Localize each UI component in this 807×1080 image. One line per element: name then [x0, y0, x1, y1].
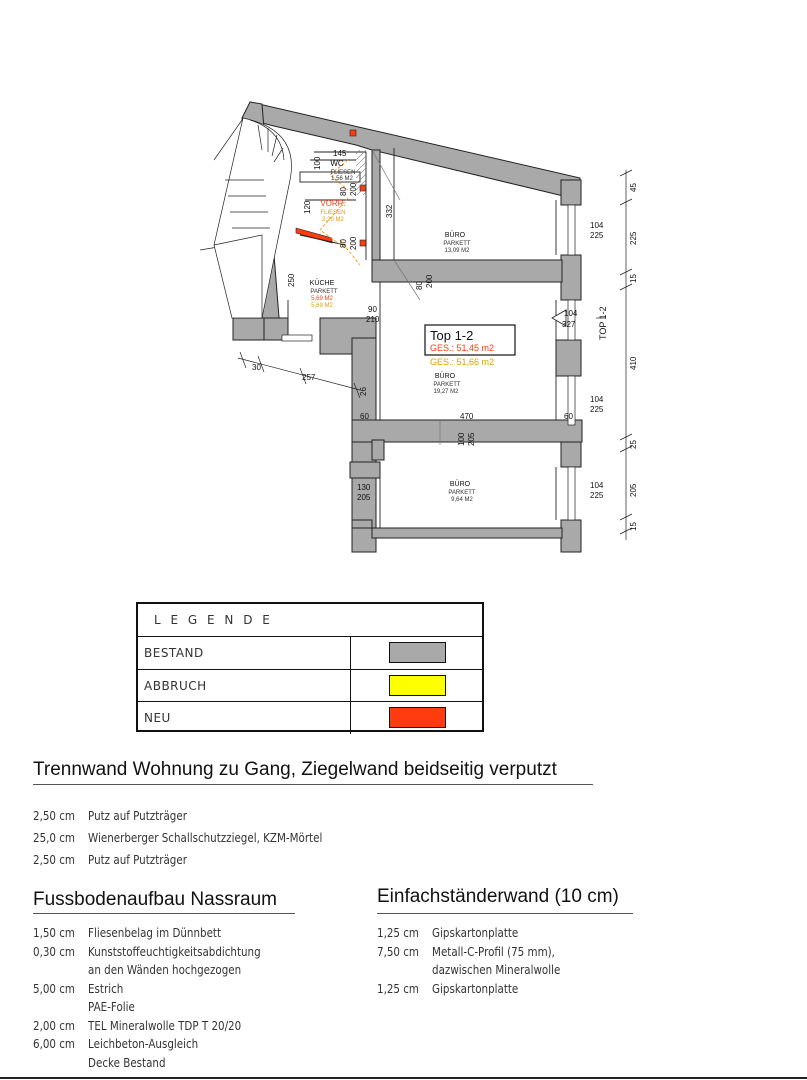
fussboden-item — [33, 1035, 198, 1053]
staenderwand-item-thickness: 1,25 cm — [377, 926, 419, 940]
staenderwand-item — [377, 924, 518, 942]
legend — [136, 602, 484, 732]
fussboden-item-thickness: 6,00 cm — [33, 1037, 75, 1051]
room-buero3-name: BÜRO — [449, 481, 471, 488]
win-dim-327: 327 — [562, 320, 576, 329]
fussboden-item-text: an den Wänden hochgezogen — [88, 963, 242, 977]
staenderwand-heading: Einfachständerwand (10 cm) — [377, 886, 619, 907]
legend-label-neu: NEU — [144, 711, 171, 725]
staenderwand-heading-line — [377, 913, 633, 914]
staenderwand-item-text: Gipskartonplatte — [432, 926, 519, 940]
trennwand-item — [33, 829, 322, 847]
dim-250: 250 — [287, 273, 296, 287]
win-dim-225c: 225 — [590, 491, 604, 500]
dim-80a: 80 — [339, 187, 348, 196]
fussboden-heading-line — [33, 913, 295, 914]
trennwand-item-text: Putz auf Putzträger — [88, 809, 187, 823]
trennwand-heading-line — [33, 784, 593, 785]
win-dim-104c: 104 — [590, 395, 604, 404]
fussboden-item-text: Leichbeton-Ausgleich — [88, 1037, 199, 1051]
dim-257: 257 — [302, 373, 316, 382]
win-dim-104d: 104 — [590, 481, 604, 490]
room-buero2-material: PARKETT — [433, 382, 461, 388]
dim-210: 210 — [366, 315, 380, 324]
fussboden-item — [33, 980, 123, 998]
apartment-total-area-new: GES.: 51,45 m2 — [430, 343, 495, 353]
trennwand-item-thickness: 25,0 cm — [33, 831, 75, 845]
legend-label-bestand: BESTAND — [144, 646, 204, 660]
room-buero1-area: 13,09 M2 — [444, 248, 470, 254]
fussboden-item-thickness: 0,30 cm — [33, 944, 75, 959]
legend-swatch-bestand — [389, 642, 446, 663]
fussboden-item — [33, 961, 241, 979]
fussboden-item — [33, 924, 221, 942]
room-wc-material: FLIESEN — [330, 170, 356, 176]
staenderwand-item-thickness: 1,25 cm — [377, 981, 419, 996]
right-dim-25: 25 — [629, 440, 638, 449]
room-wc-area: 1,56 M2 — [331, 176, 353, 182]
dim-200a: 200 — [349, 182, 358, 196]
staenderwand-item — [377, 961, 560, 979]
bottom-dimension-line — [238, 352, 360, 398]
room-buero3-material: PARKETT — [448, 490, 476, 496]
room-wc-name: WC — [330, 159, 344, 168]
fussboden-item-thickness: 1,50 cm — [33, 926, 75, 940]
right-dim-15b: 15 — [629, 522, 638, 531]
door-swings-grey — [372, 150, 440, 445]
dim-120: 120 — [303, 200, 312, 214]
room-buero2-area: 19,27 M2 — [433, 389, 459, 395]
legend-row-bestand — [138, 636, 482, 669]
win-dim-225a: 225 — [590, 231, 604, 240]
legend-swatch-neu — [389, 707, 446, 728]
staenderwand-item-text: Metall-C-Profil (75 mm), — [432, 944, 555, 959]
trennwand-item-thickness: 2,50 cm — [33, 853, 75, 867]
fussboden-item-text: Decke Bestand — [88, 1055, 166, 1070]
win-dim-225b: 225 — [590, 405, 604, 414]
legend-row-neu — [138, 701, 482, 734]
staenderwand-item-text: dazwischen Mineralwolle — [432, 963, 561, 977]
fussboden-item — [33, 943, 261, 961]
trennwand-item — [33, 851, 187, 869]
right-dim-410: 410 — [629, 356, 638, 370]
fussboden-item — [33, 998, 135, 1016]
room-buero3-area: 9,64 M2 — [451, 497, 473, 503]
dim-26: 26 — [359, 387, 368, 396]
right-dim-205: 205 — [629, 483, 638, 497]
legend-label-abbruch: ABBRUCH — [144, 679, 207, 693]
dim-30: 30 — [252, 363, 261, 372]
fussboden-item-text: Estrich — [88, 981, 124, 996]
dim-80c: 80 — [415, 281, 424, 290]
apartment-total-area-old: GES.: 51,66 m2 — [430, 357, 495, 367]
room-kueche-material: PARKETT — [310, 289, 338, 295]
trennwand-item-thickness: 2,50 cm — [33, 809, 75, 823]
staenderwand-item-thickness: 7,50 cm — [377, 944, 419, 959]
room-buero1-name: BÜRO — [444, 232, 466, 239]
right-dim-225: 225 — [629, 231, 638, 245]
staircase — [200, 118, 291, 318]
dim-145: 145 — [333, 149, 347, 158]
dim-470: 470 — [460, 412, 474, 421]
page-frame-bottom — [0, 1077, 807, 1079]
windows — [282, 205, 575, 520]
dim-200b: 200 — [349, 236, 358, 250]
dim-100: 100 — [313, 156, 322, 170]
trennwand-item-text: Putz auf Putzträger — [88, 853, 187, 867]
trennwand-item — [33, 807, 187, 825]
fussboden-heading: Fussbodenaufbau Nassraum — [33, 889, 277, 910]
fussboden-item-text: Kunststoffeuchtigkeitsabdichtung — [88, 944, 261, 959]
staenderwand-item-text: Gipskartonplatte — [432, 981, 519, 996]
win-dim-104a: 104 — [590, 221, 604, 230]
apartment-title: Top 1-2 — [430, 328, 474, 343]
dim-205b: 205 — [467, 432, 476, 446]
room-kueche-name: KÜCHE — [309, 280, 335, 287]
legend-swatch-abbruch — [389, 675, 446, 696]
room-kueche-area: 5,69 M2 — [311, 296, 333, 302]
dim-60a: 60 — [360, 412, 369, 421]
fussboden-item-text: Fliesenbelag im Dünnbett — [88, 926, 222, 940]
fussboden-item-thickness: 5,00 cm — [33, 981, 75, 996]
dim-60b: 60 — [564, 412, 573, 421]
dim-205c: 205 — [357, 493, 371, 502]
room-buero1-material: PARKETT — [443, 241, 471, 247]
staenderwand-item — [377, 943, 555, 961]
win-dim-104b: 104 — [564, 309, 578, 318]
dim-130: 130 — [357, 483, 371, 492]
trennwand-heading: Trennwand Wohnung zu Gang, Ziegelwand beidseitig verputzt — [33, 759, 557, 780]
room-vorr-material: FLIESEN — [320, 210, 346, 216]
room-vorr-area: 2,20 M2 — [322, 217, 344, 223]
apartment-title-box — [425, 325, 515, 367]
fussboden-item — [33, 1054, 166, 1072]
fussboden-item — [33, 1017, 241, 1035]
dim-332: 332 — [385, 204, 394, 218]
fussboden-item-thickness: 2,00 cm — [33, 1018, 75, 1033]
legend-row-abbruch — [138, 669, 482, 702]
right-dim-45: 45 — [629, 183, 638, 192]
room-buero2-name: BÜRO — [434, 373, 456, 380]
dim-100b: 100 — [457, 432, 466, 446]
dim-80b: 80 — [339, 239, 348, 248]
dim-90: 90 — [368, 305, 377, 314]
fussboden-item-text: TEL Mineralwolle TDP T 20/20 — [88, 1018, 242, 1033]
fussboden-item-text: PAE-Folie — [88, 1000, 135, 1014]
legend-title: L E G E N D E — [154, 613, 273, 627]
right-dim-15a: 15 — [629, 274, 638, 283]
room-kueche-area-old: 5,69 M2 — [311, 303, 333, 309]
trennwand-item-text: Wienerberger Schallschutzziegel, KZM-Mörtel — [88, 831, 323, 845]
room-vorr-name: VORR. — [320, 199, 346, 208]
dim-200c: 200 — [425, 274, 434, 288]
staenderwand-item — [377, 980, 518, 998]
vertical-apartment-label: TOP 1-2 — [598, 306, 608, 340]
